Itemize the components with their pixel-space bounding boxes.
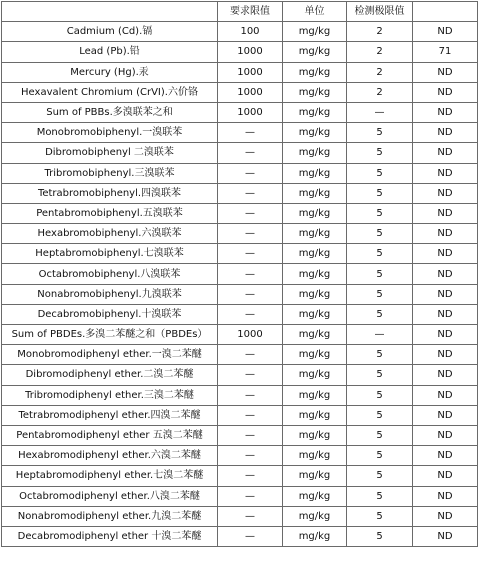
substance-cell: Dibromobiphenyl 二溴联苯 xyxy=(2,143,218,163)
result-cell: ND xyxy=(413,203,478,223)
limit-cell: — xyxy=(218,143,283,163)
unit-cell: mg/kg xyxy=(283,203,347,223)
table-row xyxy=(2,183,478,203)
substance-cell: Decabromodiphenyl ether 十溴二苯醚 xyxy=(2,526,218,546)
table-header-row xyxy=(2,2,478,22)
substance-cell: Heptabromobiphenyl.七溴联苯 xyxy=(2,244,218,264)
detection-limit-cell: 5 xyxy=(347,365,413,385)
result-cell: ND xyxy=(413,325,478,345)
detection-limit-cell: 5 xyxy=(347,385,413,405)
result-cell: ND xyxy=(413,102,478,122)
table-row xyxy=(2,345,478,365)
detection-limit-cell: 5 xyxy=(347,304,413,324)
unit-cell: mg/kg xyxy=(283,405,347,425)
result-cell: ND xyxy=(413,526,478,546)
substance-cell: Hexabromobiphenyl.六溴联苯 xyxy=(2,224,218,244)
detection-limit-cell: 5 xyxy=(347,244,413,264)
unit-cell: mg/kg xyxy=(283,42,347,62)
table-body xyxy=(2,22,478,547)
unit-cell: mg/kg xyxy=(283,506,347,526)
limit-cell: — xyxy=(218,203,283,223)
unit-cell: mg/kg xyxy=(283,466,347,486)
table-row xyxy=(2,163,478,183)
table-row xyxy=(2,244,478,264)
unit-cell: mg/kg xyxy=(283,304,347,324)
substance-cell: Mercury (Hg).汞 xyxy=(2,62,218,82)
substance-cell: Pentabromodiphenyl ether 五溴二苯醚 xyxy=(2,425,218,445)
detection-limit-cell: 5 xyxy=(347,183,413,203)
result-cell: ND xyxy=(413,506,478,526)
detection-limit-cell: 2 xyxy=(347,22,413,42)
limit-cell: — xyxy=(218,345,283,365)
table-row xyxy=(2,123,478,143)
detection-limit-cell: 5 xyxy=(347,123,413,143)
substance-cell: Sum of PBBs.多溴联苯之和 xyxy=(2,102,218,122)
detection-limit-cell: 5 xyxy=(347,466,413,486)
limit-cell: — xyxy=(218,405,283,425)
unit-cell: mg/kg xyxy=(283,183,347,203)
result-cell: ND xyxy=(413,345,478,365)
detection-limit-cell: 5 xyxy=(347,284,413,304)
substance-cell: Dibromodiphenyl ether.二溴二苯醚 xyxy=(2,365,218,385)
substance-cell: Octabromobiphenyl.八溴联苯 xyxy=(2,264,218,284)
header-detection-limit: 检测极限值 xyxy=(347,2,413,22)
unit-cell: mg/kg xyxy=(283,123,347,143)
limit-cell: — xyxy=(218,264,283,284)
substance-cell: Tetrabromodiphenyl ether.四溴二苯醚 xyxy=(2,405,218,425)
table-row xyxy=(2,22,478,42)
detection-limit-cell: 5 xyxy=(347,203,413,223)
limit-cell: — xyxy=(218,365,283,385)
limit-cell: — xyxy=(218,526,283,546)
test-results-table xyxy=(1,1,478,547)
unit-cell: mg/kg xyxy=(283,385,347,405)
substance-cell: Nonabromobiphenyl.九溴联苯 xyxy=(2,284,218,304)
table-row xyxy=(2,203,478,223)
unit-cell: mg/kg xyxy=(283,22,347,42)
table-row xyxy=(2,224,478,244)
result-cell: ND xyxy=(413,304,478,324)
substance-cell: Tribromodiphenyl ether.三溴二苯醚 xyxy=(2,385,218,405)
unit-cell: mg/kg xyxy=(283,284,347,304)
limit-cell: — xyxy=(218,244,283,264)
result-cell: ND xyxy=(413,183,478,203)
result-cell: ND xyxy=(413,385,478,405)
table-row xyxy=(2,325,478,345)
detection-limit-cell: 5 xyxy=(347,345,413,365)
table-row xyxy=(2,42,478,62)
unit-cell: mg/kg xyxy=(283,365,347,385)
limit-cell: 1000 xyxy=(218,62,283,82)
substance-cell: Heptabromodiphenyl ether.七溴二苯醚 xyxy=(2,466,218,486)
result-cell: ND xyxy=(413,62,478,82)
table-row xyxy=(2,486,478,506)
result-cell: ND xyxy=(413,163,478,183)
limit-cell: — xyxy=(218,486,283,506)
result-cell: ND xyxy=(413,466,478,486)
substance-cell: Monobromobiphenyl.一溴联苯 xyxy=(2,123,218,143)
detection-limit-cell: — xyxy=(347,325,413,345)
header-unit: 单位 xyxy=(283,2,347,22)
unit-cell: mg/kg xyxy=(283,224,347,244)
unit-cell: mg/kg xyxy=(283,102,347,122)
unit-cell: mg/kg xyxy=(283,163,347,183)
table-row xyxy=(2,264,478,284)
substance-cell: Decabromobiphenyl.十溴联苯 xyxy=(2,304,218,324)
header-limit: 要求限值 xyxy=(218,2,283,22)
header-result xyxy=(413,2,478,22)
table-row xyxy=(2,62,478,82)
detection-limit-cell: 2 xyxy=(347,42,413,62)
detection-limit-cell: 2 xyxy=(347,82,413,102)
table-row xyxy=(2,143,478,163)
unit-cell: mg/kg xyxy=(283,345,347,365)
detection-limit-cell: 5 xyxy=(347,264,413,284)
result-cell: ND xyxy=(413,425,478,445)
table-row xyxy=(2,102,478,122)
substance-cell: Cadmium (Cd).镉 xyxy=(2,22,218,42)
limit-cell: 1000 xyxy=(218,42,283,62)
limit-cell: 1000 xyxy=(218,82,283,102)
limit-cell: — xyxy=(218,466,283,486)
result-cell: ND xyxy=(413,82,478,102)
result-cell: ND xyxy=(413,405,478,425)
detection-limit-cell: 5 xyxy=(347,506,413,526)
unit-cell: mg/kg xyxy=(283,143,347,163)
table-row xyxy=(2,304,478,324)
detection-limit-cell: 5 xyxy=(347,526,413,546)
substance-cell: Nonabromodiphenyl ether.九溴二苯醚 xyxy=(2,506,218,526)
substance-cell: Octabromodiphenyl ether.八溴二苯醚 xyxy=(2,486,218,506)
header-substance xyxy=(2,2,218,22)
unit-cell: mg/kg xyxy=(283,264,347,284)
limit-cell: — xyxy=(218,123,283,143)
detection-limit-cell: 5 xyxy=(347,446,413,466)
table-row xyxy=(2,405,478,425)
unit-cell: mg/kg xyxy=(283,325,347,345)
table-row xyxy=(2,446,478,466)
limit-cell: 1000 xyxy=(218,325,283,345)
limit-cell: — xyxy=(218,163,283,183)
limit-cell: — xyxy=(218,506,283,526)
table-row xyxy=(2,506,478,526)
detection-limit-cell: 5 xyxy=(347,163,413,183)
detection-limit-cell: 5 xyxy=(347,486,413,506)
limit-cell: — xyxy=(218,183,283,203)
table-row xyxy=(2,526,478,546)
limit-cell: 1000 xyxy=(218,102,283,122)
limit-cell: — xyxy=(218,385,283,405)
substance-cell: Sum of PBDEs.多溴二苯醚之和（PBDEs） xyxy=(2,325,218,345)
table-row xyxy=(2,466,478,486)
unit-cell: mg/kg xyxy=(283,244,347,264)
unit-cell: mg/kg xyxy=(283,486,347,506)
substance-cell: Hexabromodiphenyl ether.六溴二苯醚 xyxy=(2,446,218,466)
table-row xyxy=(2,284,478,304)
result-cell: ND xyxy=(413,365,478,385)
result-cell: ND xyxy=(413,224,478,244)
table-row xyxy=(2,82,478,102)
substance-cell: Monobromodiphenyl ether.一溴二苯醚 xyxy=(2,345,218,365)
detection-limit-cell: 5 xyxy=(347,425,413,445)
result-cell: ND xyxy=(413,22,478,42)
detection-limit-cell: 5 xyxy=(347,224,413,244)
substance-cell: Tribromobiphenyl.三溴联苯 xyxy=(2,163,218,183)
substance-cell: Hexavalent Chromium (CrVI).六价铬 xyxy=(2,82,218,102)
detection-limit-cell: 2 xyxy=(347,62,413,82)
table-row xyxy=(2,365,478,385)
result-cell: ND xyxy=(413,446,478,466)
table-row xyxy=(2,425,478,445)
limit-cell: — xyxy=(218,284,283,304)
unit-cell: mg/kg xyxy=(283,425,347,445)
unit-cell: mg/kg xyxy=(283,446,347,466)
limit-cell: — xyxy=(218,425,283,445)
result-cell: ND xyxy=(413,284,478,304)
detection-limit-cell: 5 xyxy=(347,405,413,425)
detection-limit-cell: — xyxy=(347,102,413,122)
limit-cell: — xyxy=(218,446,283,466)
result-cell: ND xyxy=(413,123,478,143)
result-cell: ND xyxy=(413,244,478,264)
result-cell: ND xyxy=(413,486,478,506)
substance-cell: Pentabromobiphenyl.五溴联苯 xyxy=(2,203,218,223)
result-cell: ND xyxy=(413,143,478,163)
detection-limit-cell: 5 xyxy=(347,143,413,163)
limit-cell: — xyxy=(218,224,283,244)
substance-cell: Tetrabromobiphenyl.四溴联苯 xyxy=(2,183,218,203)
result-cell: 71 xyxy=(413,42,478,62)
table-row xyxy=(2,385,478,405)
substance-cell: Lead (Pb).铅 xyxy=(2,42,218,62)
limit-cell: — xyxy=(218,304,283,324)
unit-cell: mg/kg xyxy=(283,526,347,546)
unit-cell: mg/kg xyxy=(283,62,347,82)
result-cell: ND xyxy=(413,264,478,284)
unit-cell: mg/kg xyxy=(283,82,347,102)
limit-cell: 100 xyxy=(218,22,283,42)
